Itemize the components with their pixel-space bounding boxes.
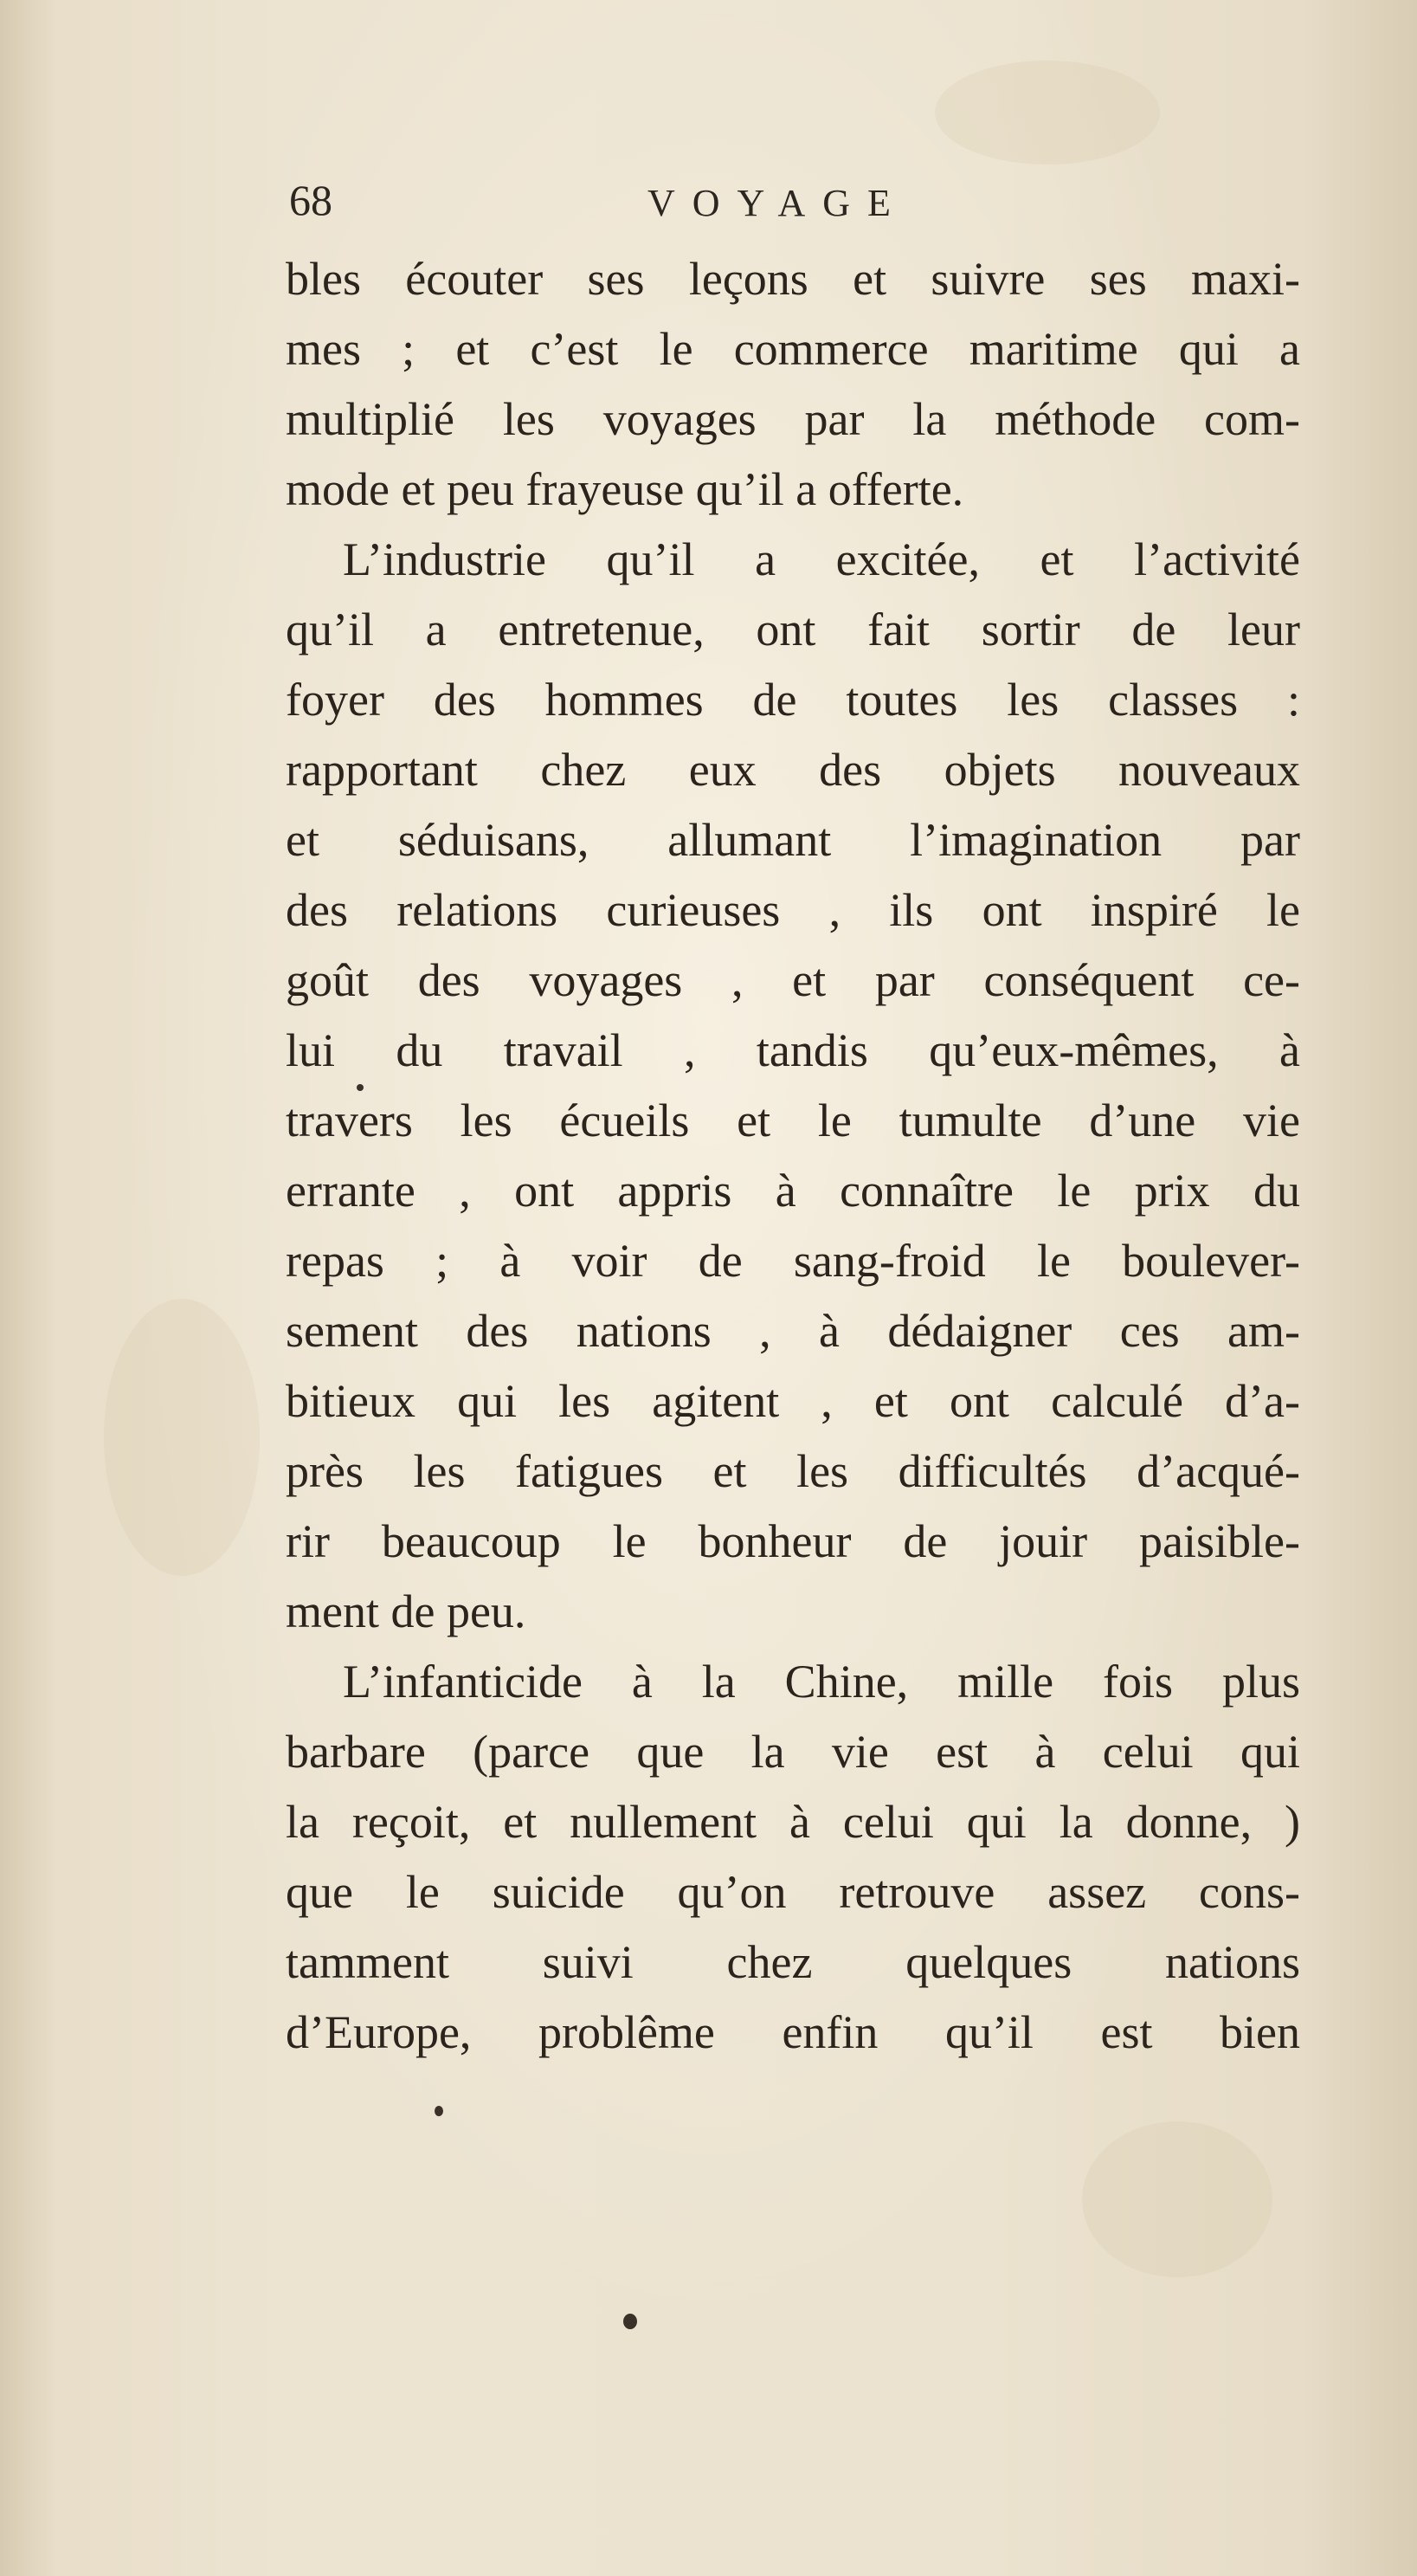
text-line: multiplié les voyages par la méthode com- — [286, 393, 1300, 445]
text-line: d’Europe, problême enfin qu’il est bien — [286, 2006, 1300, 2058]
body-text — [286, 244, 1300, 2068]
text-line: mes ; et c’est le commerce maritime qui a — [286, 323, 1300, 375]
text-line: rapportant chez eux des objets nouveaux — [286, 744, 1300, 796]
text-line: la reçoit, et nullement à celui qui la donne, ) — [286, 1796, 1300, 1848]
text-line: et séduisans, allumant l’imagination par — [286, 814, 1300, 866]
text-line: mode et peu frayeuse qu’il a offerte. — [286, 463, 964, 515]
text-line: ment de peu. — [286, 1585, 526, 1637]
ink-speck — [357, 1084, 364, 1091]
page-number: 68 — [289, 176, 332, 224]
text-line: foyer des hommes de toutes les classes : — [286, 674, 1300, 726]
text-line: des relations curieuses , ils ont inspiré le — [286, 884, 1300, 936]
text-line: tamment suivi chez quelques nations — [286, 1936, 1300, 1988]
running-head: VOYAGE — [647, 182, 908, 224]
paper-stain — [1082, 2121, 1272, 2277]
paper-stain — [935, 61, 1160, 165]
text-line: L’infanticide à la Chine, mille fois plus — [343, 1656, 1300, 1708]
text-line: rir beaucoup le bonheur de jouir paisible- — [286, 1515, 1300, 1567]
text-line: bles écouter ses leçons et suivre ses maxi- — [286, 253, 1300, 305]
text-line: sement des nations , à dédaigner ces am- — [286, 1305, 1300, 1357]
text-line: goût des voyages , et par conséquent ce- — [286, 954, 1300, 1006]
text-line: que le suicide qu’on retrouve assez cons- — [286, 1866, 1300, 1918]
text-line: bitieux qui les agitent , et ont calculé d’a- — [286, 1375, 1300, 1427]
text-line: repas ; à voir de sang-froid le boulever- — [286, 1235, 1300, 1287]
text-line: errante , ont appris à connaître le prix du — [286, 1165, 1300, 1217]
ink-speck — [435, 2106, 443, 2116]
text-line: travers les écueils et le tumulte d’une vie — [286, 1094, 1300, 1146]
ink-speck — [623, 2314, 637, 2329]
page-header — [0, 170, 1417, 230]
text-line: lui du travail , tandis qu’eux-mêmes, à — [286, 1024, 1300, 1076]
text-line: barbare (parce que la vie est à celui qui — [286, 1726, 1300, 1778]
text-line: L’industrie qu’il a excitée, et l’activité — [343, 533, 1300, 585]
text-line: près les fatigues et les difficultés d’acqué- — [286, 1445, 1300, 1497]
paper-stain — [104, 1299, 260, 1576]
text-line: qu’il a entretenue, ont fait sortir de leur — [286, 604, 1300, 655]
